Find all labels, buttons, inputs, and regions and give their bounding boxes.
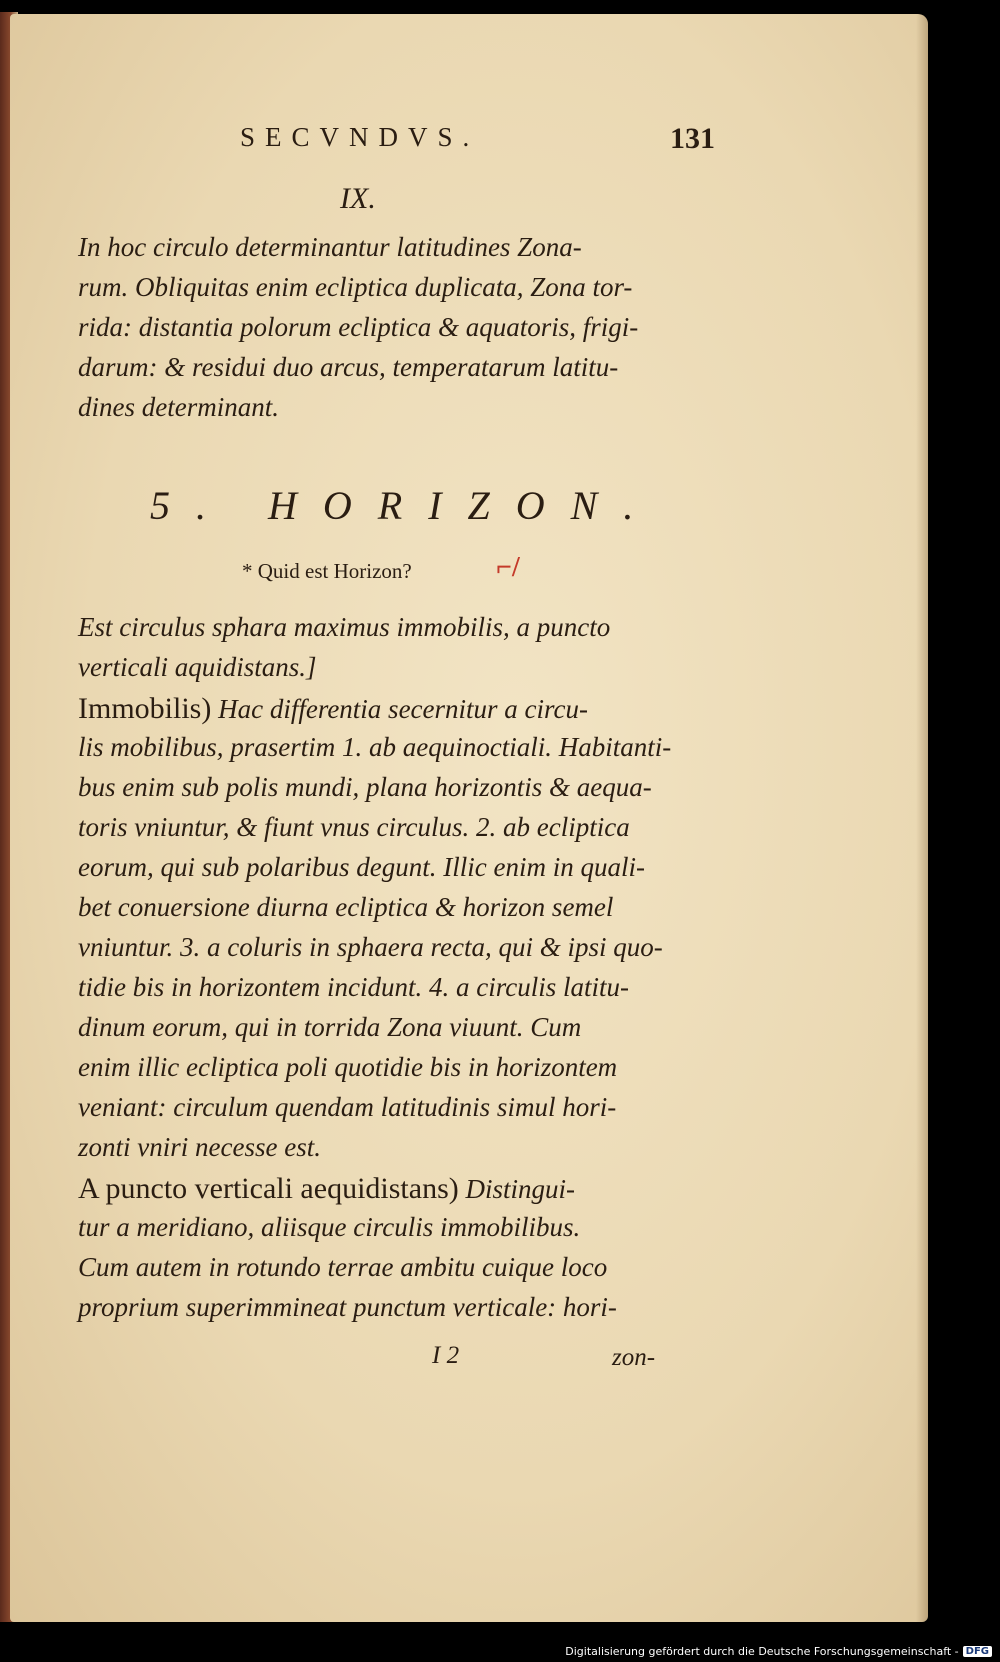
commentary-text: Hac differentia secernitur a circu-: [211, 694, 588, 724]
body-line: tidie bis in horizontem incidunt. 4. a circulis latitu-: [78, 972, 629, 1002]
commentary-line: [78, 1172, 575, 1206]
body-line: tur a meridiano, aliisque circulis immobilibus.: [78, 1212, 581, 1242]
catchword: zon-: [612, 1344, 656, 1371]
lemma: A puncto verticali aequidistans): [78, 1172, 459, 1205]
page-number: 131: [670, 122, 715, 155]
lemma: Immobilis): [78, 692, 212, 725]
body-line: rida: distantia polorum ecliptica & aquatoris, frigi-: [78, 312, 639, 342]
body-line: proprium superimmineat punctum verticale: hori-: [78, 1292, 617, 1322]
book-page: [10, 14, 928, 1622]
chapter-title: 5. HORIZON.: [150, 483, 660, 528]
marginal-question: * Quid est Horizon?: [242, 559, 412, 583]
body-line: rum. Obliquitas enim ecliptica duplicata, Zona tor-: [78, 272, 633, 302]
body-line: vniuntur. 3. a coluris in sphaera recta, qui & ipsi quo-: [78, 932, 663, 962]
definition-line: Est circulus sphara maximus immobilis, a puncto: [78, 612, 611, 642]
commentary-line: [78, 692, 588, 726]
commentary-text: Distingui-: [458, 1174, 575, 1204]
body-line: lis mobilibus, prasertim 1. ab aequinoctiali. Habitanti-: [78, 732, 672, 762]
definition-line: verticali aquidistans.]: [78, 652, 317, 682]
running-header: SECVNDVS.: [240, 122, 480, 152]
body-line: bus enim sub polis mundi, plana horizontis & aequa-: [78, 772, 652, 802]
body-line: darum: & residui duo arcus, temperatarum latitu-: [78, 352, 619, 382]
credit-text: Digitalisierung gefördert durch die Deutsche Forschungsgemeinschaft -: [565, 1645, 959, 1658]
body-line: bet conuersione diurna ecliptica & horizon semel: [78, 892, 614, 922]
signature-mark: I 2: [432, 1342, 460, 1369]
section-number: IX.: [340, 182, 376, 215]
body-line: veniant: circulum quendam latitudinis simul hori-: [78, 1092, 617, 1122]
body-line: dinum eorum, qui in torrida Zona viuunt. Cum: [78, 1012, 582, 1042]
digitization-credit: [565, 1645, 992, 1658]
red-mark: ⌐/: [496, 552, 520, 583]
body-line: dines determinant.: [78, 392, 279, 422]
dfg-logo: DFG: [963, 1646, 992, 1657]
page-edge-shadow: [916, 14, 928, 1622]
body-line: zonti vniri necesse est.: [78, 1132, 321, 1162]
body-line: eorum, qui sub polaribus degunt. Illic enim in quali-: [78, 852, 645, 882]
body-line: toris vniuntur, & fiunt vnus circulus. 2. ab ecliptica: [78, 812, 630, 842]
body-line: In hoc circulo determinantur latitudines Zona-: [78, 232, 582, 262]
body-line: Cum autem in rotundo terrae ambitu cuique loco: [78, 1252, 608, 1282]
body-line: enim illic ecliptica poli quotidie bis in horizontem: [78, 1052, 618, 1082]
